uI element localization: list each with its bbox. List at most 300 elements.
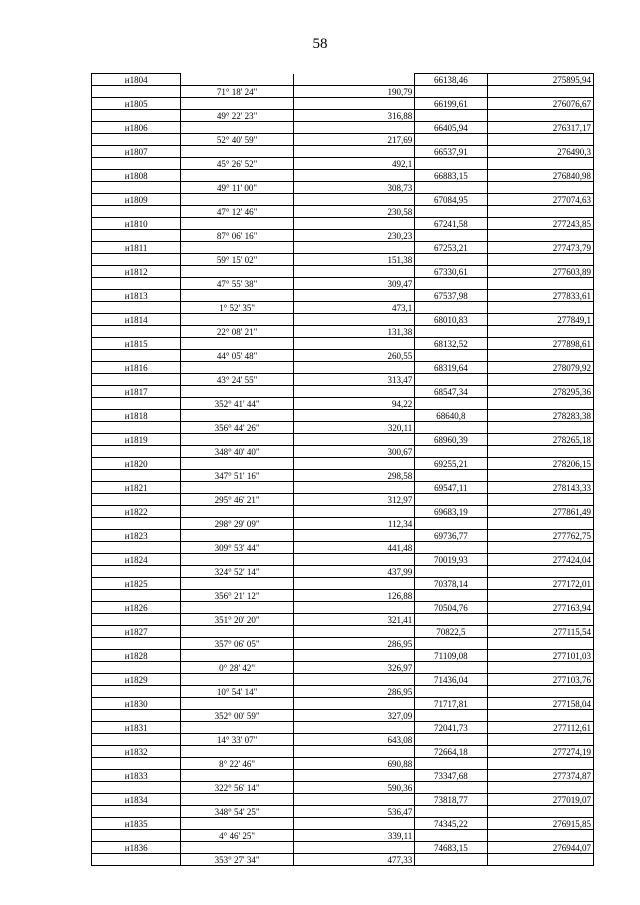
segment-length: 327,09 <box>293 710 414 722</box>
point-row <box>92 554 594 566</box>
coordinates-table-body <box>92 74 594 866</box>
point-row <box>92 74 594 86</box>
empty-cell <box>92 350 181 362</box>
direction-angle: 43° 24' 55" <box>181 374 293 386</box>
empty-cell <box>415 494 487 506</box>
empty-cell <box>181 386 293 398</box>
point-row <box>92 506 594 518</box>
direction-angle: 45° 26' 52" <box>181 158 293 170</box>
empty-cell <box>293 98 414 110</box>
direction-angle: 356° 44' 26" <box>181 422 293 434</box>
x-coordinate: 72041,73 <box>415 722 487 734</box>
segment-length: 690,88 <box>293 758 414 770</box>
empty-cell <box>415 638 487 650</box>
point-name: н1835 <box>92 818 181 830</box>
empty-cell <box>487 422 593 434</box>
point-name: н1827 <box>92 626 181 638</box>
direction-angle: 298° 29' 09" <box>181 518 293 530</box>
point-row <box>92 98 594 110</box>
empty-cell <box>293 698 414 710</box>
direction-angle: 44° 05' 48" <box>181 350 293 362</box>
point-row <box>92 602 594 614</box>
point-row <box>92 242 594 254</box>
point-row <box>92 698 594 710</box>
segment-length: 441,48 <box>293 542 414 554</box>
x-coordinate: 70019,93 <box>415 554 487 566</box>
y-coordinate: 277424,04 <box>487 554 593 566</box>
segment-row <box>92 614 594 626</box>
empty-cell <box>92 230 181 242</box>
empty-cell <box>92 686 181 698</box>
empty-cell <box>293 122 414 134</box>
point-row <box>92 650 594 662</box>
segment-row <box>92 566 594 578</box>
segment-row <box>92 638 594 650</box>
empty-cell <box>92 638 181 650</box>
empty-cell <box>92 158 181 170</box>
empty-cell <box>181 530 293 542</box>
empty-cell <box>92 806 181 818</box>
empty-cell <box>293 674 414 686</box>
empty-cell <box>181 626 293 638</box>
empty-cell <box>92 830 181 842</box>
empty-cell <box>293 770 414 782</box>
direction-angle: 49° 22' 23" <box>181 110 293 122</box>
x-coordinate: 69736,77 <box>415 530 487 542</box>
segment-length: 590,36 <box>293 782 414 794</box>
empty-cell <box>181 794 293 806</box>
segment-row <box>92 374 594 386</box>
empty-cell <box>415 542 487 554</box>
empty-cell <box>293 290 414 302</box>
empty-cell <box>487 758 593 770</box>
y-coordinate: 277861,49 <box>487 506 593 518</box>
empty-cell <box>181 602 293 614</box>
empty-cell <box>293 794 414 806</box>
direction-angle: 49° 11' 00" <box>181 182 293 194</box>
x-coordinate: 69547,11 <box>415 482 487 494</box>
empty-cell <box>92 566 181 578</box>
empty-cell <box>181 338 293 350</box>
segment-row <box>92 326 594 338</box>
segment-row <box>92 830 594 842</box>
direction-angle: 322° 56' 14" <box>181 782 293 794</box>
point-name: н1816 <box>92 362 181 374</box>
segment-length: 492,1 <box>293 158 414 170</box>
y-coordinate: 275895,94 <box>487 74 593 86</box>
direction-angle: 352° 41' 44" <box>181 398 293 410</box>
empty-cell <box>92 278 181 290</box>
x-coordinate: 66138,46 <box>415 74 487 86</box>
segment-row <box>92 758 594 770</box>
point-name: н1833 <box>92 770 181 782</box>
empty-cell <box>293 362 414 374</box>
empty-cell <box>181 98 293 110</box>
empty-cell <box>293 554 414 566</box>
empty-cell <box>415 86 487 98</box>
segment-row <box>92 302 594 314</box>
segment-row <box>92 446 594 458</box>
empty-cell <box>92 470 181 482</box>
empty-cell <box>92 758 181 770</box>
empty-cell <box>181 482 293 494</box>
segment-length: 286,95 <box>293 638 414 650</box>
point-name: н1814 <box>92 314 181 326</box>
empty-cell <box>92 86 181 98</box>
point-row <box>92 818 594 830</box>
x-coordinate: 73818,77 <box>415 794 487 806</box>
y-coordinate: 276490,3 <box>487 146 593 158</box>
point-name: н1812 <box>92 266 181 278</box>
point-name: н1808 <box>92 170 181 182</box>
empty-cell <box>92 446 181 458</box>
empty-cell <box>92 518 181 530</box>
segment-row <box>92 662 594 674</box>
empty-cell <box>487 278 593 290</box>
segment-row <box>92 254 594 266</box>
point-name: н1813 <box>92 290 181 302</box>
y-coordinate: 277112,61 <box>487 722 593 734</box>
segment-row <box>92 494 594 506</box>
empty-cell <box>487 806 593 818</box>
segment-length: 643,08 <box>293 734 414 746</box>
empty-cell <box>293 578 414 590</box>
empty-cell <box>487 350 593 362</box>
empty-cell <box>293 338 414 350</box>
point-row <box>92 434 594 446</box>
direction-angle: 348° 54' 25" <box>181 806 293 818</box>
x-coordinate: 68132,52 <box>415 338 487 350</box>
segment-length: 298,58 <box>293 470 414 482</box>
empty-cell <box>181 266 293 278</box>
point-row <box>92 770 594 782</box>
empty-cell <box>415 206 487 218</box>
point-row <box>92 290 594 302</box>
x-coordinate: 70378,14 <box>415 578 487 590</box>
empty-cell <box>293 842 414 854</box>
empty-cell <box>293 194 414 206</box>
x-coordinate: 72664,18 <box>415 746 487 758</box>
empty-cell <box>293 530 414 542</box>
empty-cell <box>181 434 293 446</box>
x-coordinate: 69683,19 <box>415 506 487 518</box>
empty-cell <box>181 314 293 326</box>
empty-cell <box>92 590 181 602</box>
x-coordinate: 74345,22 <box>415 818 487 830</box>
point-name: н1825 <box>92 578 181 590</box>
empty-cell <box>293 482 414 494</box>
segment-row <box>92 134 594 146</box>
segment-length: 286,95 <box>293 686 414 698</box>
direction-angle: 356° 21' 12" <box>181 590 293 602</box>
x-coordinate: 74683,15 <box>415 842 487 854</box>
direction-angle: 352° 00' 59" <box>181 710 293 722</box>
segment-row <box>92 686 594 698</box>
point-row <box>92 722 594 734</box>
segment-length: 190,79 <box>293 86 414 98</box>
x-coordinate: 70822,5 <box>415 626 487 638</box>
empty-cell <box>487 326 593 338</box>
point-name: н1834 <box>92 794 181 806</box>
direction-angle: 59° 15' 02" <box>181 254 293 266</box>
y-coordinate: 277833,61 <box>487 290 593 302</box>
segment-row <box>92 182 594 194</box>
empty-cell <box>487 230 593 242</box>
empty-cell <box>415 614 487 626</box>
empty-cell <box>415 158 487 170</box>
segment-length: 312,97 <box>293 494 414 506</box>
empty-cell <box>293 386 414 398</box>
point-name: н1820 <box>92 458 181 470</box>
segment-length: 437,99 <box>293 566 414 578</box>
segment-row <box>92 542 594 554</box>
point-row <box>92 794 594 806</box>
point-row <box>92 218 594 230</box>
empty-cell <box>181 746 293 758</box>
x-coordinate: 67084,95 <box>415 194 487 206</box>
point-name: н1804 <box>92 74 181 86</box>
y-coordinate: 277849,1 <box>487 314 593 326</box>
segment-length: 112,34 <box>293 518 414 530</box>
empty-cell <box>487 110 593 122</box>
segment-length: 230,58 <box>293 206 414 218</box>
point-row <box>92 170 594 182</box>
y-coordinate: 277158,04 <box>487 698 593 710</box>
segment-length: 308,73 <box>293 182 414 194</box>
segment-row <box>92 422 594 434</box>
direction-angle: 0° 28' 42" <box>181 662 293 674</box>
direction-angle: 348° 40' 40" <box>181 446 293 458</box>
y-coordinate: 276915,85 <box>487 818 593 830</box>
y-coordinate: 277019,07 <box>487 794 593 806</box>
x-coordinate: 71717,81 <box>415 698 487 710</box>
point-name: н1805 <box>92 98 181 110</box>
empty-cell <box>92 134 181 146</box>
direction-angle: 4° 46' 25" <box>181 830 293 842</box>
segment-row <box>92 854 594 866</box>
point-row <box>92 626 594 638</box>
empty-cell <box>487 566 593 578</box>
y-coordinate: 276317,17 <box>487 122 593 134</box>
empty-cell <box>181 818 293 830</box>
empty-cell <box>181 770 293 782</box>
point-name: н1807 <box>92 146 181 158</box>
point-row <box>92 410 594 422</box>
empty-cell <box>92 374 181 386</box>
empty-cell <box>92 326 181 338</box>
point-name: н1832 <box>92 746 181 758</box>
empty-cell <box>487 374 593 386</box>
point-row <box>92 674 594 686</box>
empty-cell <box>415 230 487 242</box>
empty-cell <box>487 470 593 482</box>
y-coordinate: 276076,67 <box>487 98 593 110</box>
y-coordinate: 277101,03 <box>487 650 593 662</box>
empty-cell <box>415 854 487 866</box>
point-name: н1836 <box>92 842 181 854</box>
empty-cell <box>181 722 293 734</box>
point-row <box>92 338 594 350</box>
y-coordinate: 276840,98 <box>487 170 593 182</box>
empty-cell <box>487 686 593 698</box>
x-coordinate: 67241,58 <box>415 218 487 230</box>
empty-cell <box>415 374 487 386</box>
empty-cell <box>293 506 414 518</box>
segment-length: 321,41 <box>293 614 414 626</box>
direction-angle: 347° 51' 16" <box>181 470 293 482</box>
empty-cell <box>487 206 593 218</box>
empty-cell <box>293 170 414 182</box>
empty-cell <box>92 206 181 218</box>
point-row <box>92 194 594 206</box>
empty-cell <box>92 734 181 746</box>
y-coordinate: 278283,38 <box>487 410 593 422</box>
empty-cell <box>92 422 181 434</box>
empty-cell <box>181 650 293 662</box>
segment-length: 131,38 <box>293 326 414 338</box>
empty-cell <box>487 590 593 602</box>
direction-angle: 295° 46' 21" <box>181 494 293 506</box>
point-name: н1810 <box>92 218 181 230</box>
segment-row <box>92 398 594 410</box>
point-name: н1829 <box>92 674 181 686</box>
empty-cell <box>487 614 593 626</box>
segment-row <box>92 278 594 290</box>
point-name: н1815 <box>92 338 181 350</box>
empty-cell <box>487 662 593 674</box>
empty-cell <box>293 218 414 230</box>
direction-angle: 52° 40' 59" <box>181 134 293 146</box>
segment-row <box>92 86 594 98</box>
point-name: н1822 <box>92 506 181 518</box>
y-coordinate: 278206,15 <box>487 458 593 470</box>
segment-length: 477,33 <box>293 854 414 866</box>
empty-cell <box>415 806 487 818</box>
empty-cell <box>181 290 293 302</box>
coordinates-table <box>91 73 594 866</box>
segment-row <box>92 110 594 122</box>
point-row <box>92 122 594 134</box>
point-name: н1817 <box>92 386 181 398</box>
empty-cell <box>487 854 593 866</box>
empty-cell <box>181 74 293 86</box>
point-name: н1826 <box>92 602 181 614</box>
point-name: н1830 <box>92 698 181 710</box>
x-coordinate: 66883,15 <box>415 170 487 182</box>
empty-cell <box>181 122 293 134</box>
point-name: н1819 <box>92 434 181 446</box>
point-row <box>92 362 594 374</box>
y-coordinate: 277243,85 <box>487 218 593 230</box>
point-row <box>92 578 594 590</box>
y-coordinate: 277473,79 <box>487 242 593 254</box>
direction-angle: 1° 52' 35" <box>181 302 293 314</box>
segment-length: 230,23 <box>293 230 414 242</box>
segment-length: 217,69 <box>293 134 414 146</box>
empty-cell <box>293 818 414 830</box>
empty-cell <box>415 662 487 674</box>
empty-cell <box>415 518 487 530</box>
y-coordinate: 277374,87 <box>487 770 593 782</box>
empty-cell <box>293 242 414 254</box>
point-name: н1806 <box>92 122 181 134</box>
segment-row <box>92 734 594 746</box>
empty-cell <box>415 326 487 338</box>
y-coordinate: 277103,76 <box>487 674 593 686</box>
empty-cell <box>92 710 181 722</box>
y-coordinate: 277074,63 <box>487 194 593 206</box>
empty-cell <box>293 74 414 86</box>
segment-row <box>92 590 594 602</box>
x-coordinate: 67253,21 <box>415 242 487 254</box>
empty-cell <box>487 710 593 722</box>
empty-cell <box>415 350 487 362</box>
point-name: н1824 <box>92 554 181 566</box>
x-coordinate: 71436,04 <box>415 674 487 686</box>
empty-cell <box>415 686 487 698</box>
segment-length: 536,47 <box>293 806 414 818</box>
segment-length: 320,11 <box>293 422 414 434</box>
empty-cell <box>415 422 487 434</box>
x-coordinate: 69255,21 <box>415 458 487 470</box>
empty-cell <box>487 158 593 170</box>
point-row <box>92 266 594 278</box>
direction-angle: 309° 53' 44" <box>181 542 293 554</box>
direction-angle: 47° 55' 38" <box>181 278 293 290</box>
empty-cell <box>487 542 593 554</box>
page-number: 58 <box>312 36 328 52</box>
segment-row <box>92 350 594 362</box>
empty-cell <box>293 626 414 638</box>
direction-angle: 8° 22' 46" <box>181 758 293 770</box>
y-coordinate: 277274,19 <box>487 746 593 758</box>
segment-row <box>92 518 594 530</box>
point-name: н1809 <box>92 194 181 206</box>
segment-length: 473,1 <box>293 302 414 314</box>
empty-cell <box>181 146 293 158</box>
direction-angle: 47° 12' 46" <box>181 206 293 218</box>
point-row <box>92 530 594 542</box>
segment-row <box>92 206 594 218</box>
point-row <box>92 482 594 494</box>
x-coordinate: 68010,83 <box>415 314 487 326</box>
y-coordinate: 278143,33 <box>487 482 593 494</box>
empty-cell <box>415 590 487 602</box>
direction-angle: 351° 20' 20" <box>181 614 293 626</box>
empty-cell <box>181 578 293 590</box>
empty-cell <box>487 734 593 746</box>
segment-length: 151,38 <box>293 254 414 266</box>
segment-length: 309,47 <box>293 278 414 290</box>
x-coordinate: 66405,94 <box>415 122 487 134</box>
segment-row <box>92 158 594 170</box>
segment-length: 313,47 <box>293 374 414 386</box>
empty-cell <box>293 146 414 158</box>
empty-cell <box>487 638 593 650</box>
x-coordinate: 66537,91 <box>415 146 487 158</box>
direction-angle: 10° 54' 14" <box>181 686 293 698</box>
x-coordinate: 70504,76 <box>415 602 487 614</box>
point-name: н1828 <box>92 650 181 662</box>
empty-cell <box>487 494 593 506</box>
empty-cell <box>92 182 181 194</box>
empty-cell <box>92 614 181 626</box>
point-row <box>92 314 594 326</box>
empty-cell <box>415 710 487 722</box>
segment-length: 94,22 <box>293 398 414 410</box>
empty-cell <box>181 674 293 686</box>
x-coordinate: 67537,98 <box>415 290 487 302</box>
